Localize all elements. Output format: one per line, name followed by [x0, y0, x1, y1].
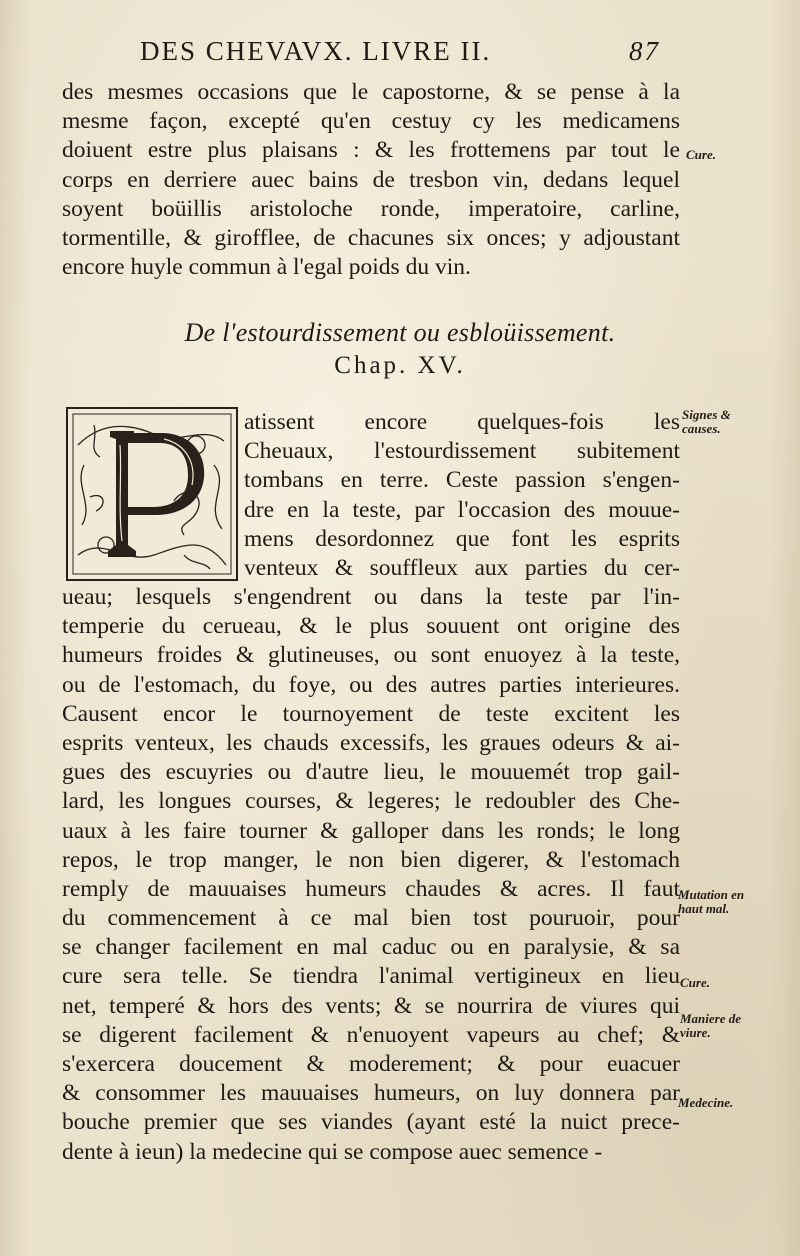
text-line: lard, les longues courses, & legeres; le redoubler des Che-	[62, 788, 680, 815]
margin-note-signes: Signes & causes.	[682, 407, 731, 436]
text-line: bouche premier que ses viandes (ayant esté la nuict prece-	[62, 1109, 680, 1136]
text-line: se digerent facilement & n'enuoyent vapeurs au chef; &	[62, 1021, 680, 1048]
text-line: uaux à les faire tourner & galloper dans les ronds; le long	[62, 817, 680, 844]
text-line: s'exercera doucement & moderement; & pour euacuer	[62, 1051, 680, 1077]
text-line: corps en derriere auec bains de tresbon vin, dedans lequel	[62, 166, 680, 193]
text-line: humeurs froides & glutineuses, ou sont enuoyez à la teste,	[62, 642, 680, 669]
text-line: Cheuaux, l'estourdissement subitement	[244, 438, 680, 465]
margin-note-mutation: Mutation en haut mal.	[678, 887, 745, 916]
text-line: encore huyle commun à l'egal poids du vin.	[62, 254, 471, 281]
running-title: DES CHEVAVX. LIVRE II.	[140, 36, 492, 66]
paragraph-drop-cap	[244, 408, 680, 583]
text-line: tormentille, & girofflee, de chacunes six onces; y adjoustant	[62, 224, 680, 251]
text-line: Causent encor le tournoyement de teste excitent les	[62, 700, 680, 727]
paragraph-main	[62, 583, 680, 1167]
text-line: remply de mauuaises humeurs chaudes & acres. Il faut	[62, 875, 680, 902]
text-line: doiuent estre plus plaisans : & les frottemens par tout le	[62, 137, 680, 164]
running-header	[140, 36, 660, 70]
text-line: mesme façon, excepté qu'en cestuy cy les medicamens	[62, 108, 680, 135]
chapter-number: Chap. XV.	[334, 352, 466, 379]
text-line: mens desordonnez que font les esprits	[244, 525, 680, 552]
paragraph-top	[62, 78, 680, 282]
text-line: ou de l'estomach, du foye, ou des autres parties interieures.	[62, 671, 680, 698]
text-line: se changer facilement en mal caduc ou en paralysie, & sa	[62, 934, 680, 961]
text-line: atissent encore quelques-fois les	[244, 409, 680, 435]
text-line: du commencement à ce mal bien tost pouruoir, pour	[62, 905, 680, 932]
text-line: des mesmes occasions que le capostorne, & se pense à la	[62, 79, 680, 105]
text-line: soyent boüillis aristoloche ronde, imperatoire, carline,	[62, 195, 680, 222]
text-line: cure sera telle. Se tiendra l'animal vertigineux en lieu	[62, 963, 680, 990]
text-line: & consommer les mauuaises humeurs, on luy donnera par	[62, 1080, 680, 1107]
ornamental-initial-p-icon	[64, 405, 240, 583]
text-line: venteux & souffleux aux parties du cer-	[244, 554, 680, 581]
margin-note-maniere: Maniere de viure.	[680, 1011, 742, 1040]
text-line: tombans en terre. Ceste passion s'engen-	[244, 467, 680, 494]
text-line: esprits venteux, les chauds excessifs, les graues odeurs & ai-	[62, 729, 680, 756]
margin-note-cure-2: Cure.	[680, 975, 710, 990]
text-line: gues des escuyries ou d'autre lieu, le mouuemét trop gail-	[62, 759, 680, 786]
margin-note-medecine: Medecine.	[678, 1095, 734, 1110]
text-line: repos, le trop manger, le non bien digerer, & l'estomach	[62, 846, 680, 873]
text-line: ueau; lesquels s'engendrent ou dans la teste par l'in-	[62, 584, 680, 610]
page-number: 87	[629, 36, 660, 66]
margin-note-cure: Cure.	[686, 147, 716, 162]
text-line: dre en la teste, par l'occasion des mouue-	[244, 496, 680, 523]
text-line: net, temperé & hors des vents; & se nourrira de viures qui	[62, 992, 680, 1019]
text-line: temperie du cerueau, & le plus souuent ont origine des	[62, 613, 680, 640]
chapter-title: De l'estourdissement ou esbloüissement.	[184, 318, 616, 347]
text-line: dente à ieun) la medecine qui se compose auec semence -	[62, 1138, 603, 1165]
